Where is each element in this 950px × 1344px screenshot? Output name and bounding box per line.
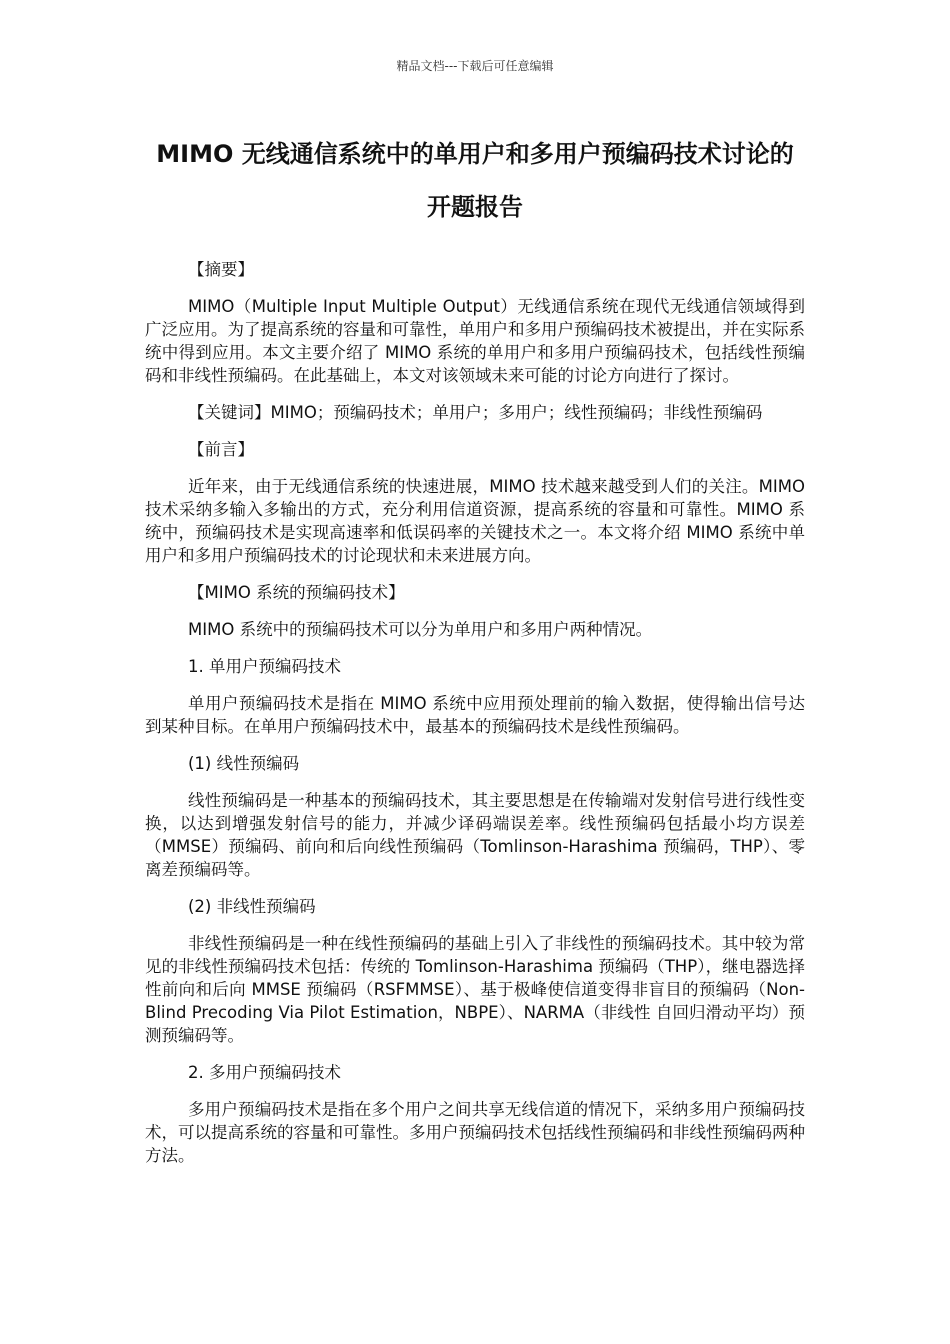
document-title-line-2: 开题报告 bbox=[427, 193, 523, 221]
nonlinear-precoding-heading: (2) 非线性预编码 bbox=[188, 897, 316, 916]
single-user-paragraph: 单用户预编码技术是指在 MIMO 系统中应用预处理前的输入数据，使得输出信号达到某种目标。在单用户预编码技术中，最基本的预编码技术是线性预编码。 bbox=[145, 694, 805, 736]
preface-paragraph: 近年来，由于无线通信系统的快速进展，MIMO 技术越来越受到人们的关注。MIMO 技术采纳多输入多输出的方式，充分利用信道资源，提高系统的容量和可靠性。MIMO 系统中，预编码技术是实现高速率和低误码率的关键技术之一。本文将介绍 MIMO 系统中单用户和多用户预编码技术的讨论现状和未来进展方向。 bbox=[145, 477, 805, 565]
preface-heading: 【前言】 bbox=[188, 440, 254, 459]
nonlinear-precoding-paragraph: 非线性预编码是一种在线性预编码的基础上引入了非线性的预编码技术。其中较为常见的非线性预编码技术包括：传统的 Tomlinson-Harashima 预编码（THP），继电器选择性前向和后向 MMSE 预编码（RSFMMSE）、基于极峰使信道变得非盲目的预编码（Non-Blind Precoding Via Pilot Estimation，NBPE）、NARMA（非线性 自回归滑动平均）预测预编码等。 bbox=[145, 934, 805, 1045]
document-body bbox=[145, 258, 805, 1167]
linear-precoding-paragraph: 线性预编码是一种基本的预编码技术，其主要思想是在传输端对发射信号进行线性变换，以达到增强发射信号的能力，并减少译码端误差率。线性预编码包括最小均方误差（MMSE）预编码、前向和后向线性预编码（Tomlinson-Harashima 预编码，THP）、零离差预编码等。 bbox=[145, 791, 805, 879]
linear-precoding-heading: (1) 线性预编码 bbox=[188, 754, 300, 773]
multi-user-paragraph: 多用户预编码技术是指在多个用户之间共享无线信道的情况下，采纳多用户预编码技术，可以提高系统的容量和可靠性。多用户预编码技术包括线性预编码和非线性预编码两种方法。 bbox=[145, 1100, 805, 1165]
precoding-intro-paragraph: MIMO 系统中的预编码技术可以分为单用户和多用户两种情况。 bbox=[188, 620, 653, 639]
page-header-watermark: 精品文档---下载后可任意编辑 bbox=[396, 59, 554, 73]
abstract-paragraph: MIMO（Multiple Input Multiple Output）无线通信系统在现代无线通信领域得到广泛应用。为了提高系统的容量和可靠性，单用户和多用户预编码技术被提出，并在实际系统中得到应用。本文主要介绍了 MIMO 系统的单用户和多用户预编码技术，包括线性预编码和非线性预编码。在此基础上，本文对该领域未来可能的讨论方向进行了探讨。 bbox=[145, 297, 805, 385]
single-user-heading: 1. 单用户预编码技术 bbox=[188, 657, 341, 676]
precoding-section-heading: 【MIMO 系统的预编码技术】 bbox=[188, 583, 405, 602]
document-title-line-1: MIMO 无线通信系统中的单用户和多用户预编码技术讨论的 bbox=[156, 140, 794, 168]
keywords-line: 【关键词】MIMO；预编码技术；单用户；多用户；线性预编码；非线性预编码 bbox=[188, 403, 763, 422]
multi-user-heading: 2. 多用户预编码技术 bbox=[188, 1063, 341, 1082]
abstract-heading: 【摘要】 bbox=[188, 260, 254, 279]
